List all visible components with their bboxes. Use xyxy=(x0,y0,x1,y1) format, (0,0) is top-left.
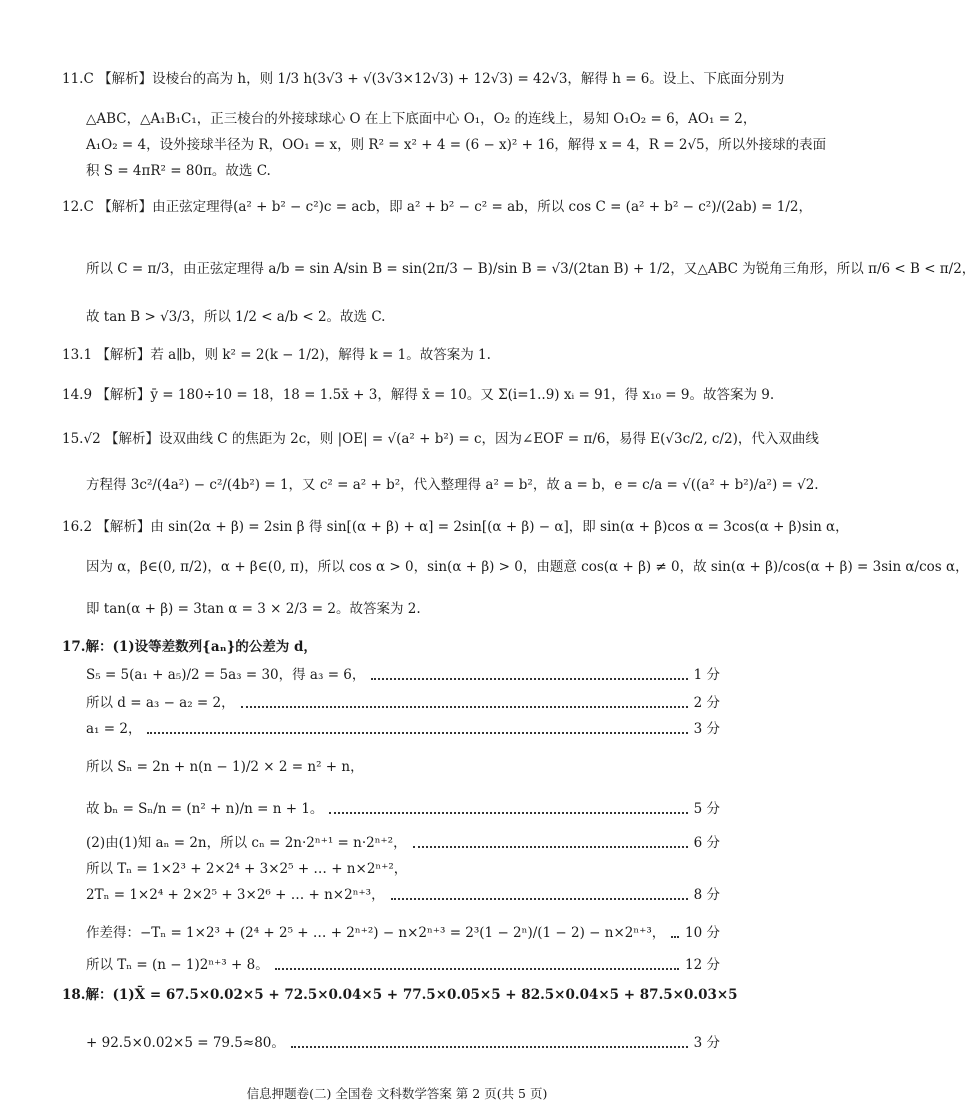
answer-line xyxy=(86,134,827,156)
line-text: 所以 Tₙ = (n − 1)2ⁿ⁺³ + 8。 xyxy=(86,957,269,973)
dot-leader xyxy=(329,812,687,814)
line-text: A₁O₂ = 4，设外接球半径为 R，OO₁ = x，则 R² = x² + 4 = (6 − x)² + 16，解得 x = 4，R = 2√5，所以外接球的表面 xyxy=(86,137,827,153)
answer-line xyxy=(86,598,720,620)
answer-line xyxy=(86,954,720,976)
answer-line xyxy=(62,516,849,538)
line-text: 11.C 【解析】设棱台的高为 h，则 1/3 h(3√3 + √(3√3×12√3) + 12√3) = 42√3，解得 h = 6。设上、下底面分别为 xyxy=(62,71,785,87)
answer-line xyxy=(62,984,738,1006)
line-text: S₅ = 5(a₁ + a₅)/2 = 5a₃ = 30，得 a₃ = 6， xyxy=(86,667,366,683)
answer-line xyxy=(86,1032,720,1054)
line-text: (2)由(1)知 aₙ = 2n，所以 cₙ = 2n·2ⁿ⁺¹ = n·2ⁿ⁺²， xyxy=(86,835,407,851)
line-text: 15.√2 【解析】设双曲线 C 的焦距为 2c，则 |OE| = √(a² + b²) = c，因为∠EOF = π/6，易得 E(√3c/2, c/2)，代入双曲线 xyxy=(62,431,819,447)
score-points: 12 分 xyxy=(685,957,720,973)
line-text: + 92.5×0.02×5 = 79.5≈80。 xyxy=(86,1035,285,1051)
score-points: 1 分 xyxy=(693,667,720,683)
line-text: 所以 Sₙ = 2n + n(n − 1)/2 × 2 = n² + n， xyxy=(86,759,364,775)
answer-line xyxy=(62,384,775,406)
line-text: 2Tₙ = 1×2⁴ + 2×2⁵ + 3×2⁶ + … + n×2ⁿ⁺³， xyxy=(86,887,385,903)
answer-line xyxy=(86,306,720,328)
dot-leader xyxy=(391,898,688,900)
dot-leader xyxy=(413,846,688,848)
answer-line xyxy=(86,258,975,280)
answer-line xyxy=(62,196,812,218)
answer-line xyxy=(62,636,720,658)
score-points: 5 分 xyxy=(693,801,720,817)
answer-line xyxy=(86,832,720,854)
score-points: 2 分 xyxy=(693,695,720,711)
line-text: 13.1 【解析】若 a∥b，则 k² = 2(k − 1/2)，解得 k = 1。故答案为 1. xyxy=(62,347,491,363)
line-text: 12.C 【解析】由正弦定理得(a² + b² − c²)c = acb，即 a² + b² − c² = ab，所以 cos C = (a² + b² − c²)/(2ab) = 1/2， xyxy=(62,199,812,215)
line-text: 17.解：(1)设等差数列{aₙ}的公差为 d， xyxy=(62,639,317,655)
line-text: 14.9 【解析】ȳ = 180÷10 = 18，18 = 1.5x̄ + 3，解得 x̄ = 10。又 Σ(i=1..9) xᵢ = 91，得 x₁₀ = 9。故答案为 9. xyxy=(62,387,775,403)
line-text: 作差得：−Tₙ = 1×2³ + (2⁴ + 2⁵ + … + 2ⁿ⁺²) − n×2ⁿ⁺³ = 2³(1 − 2ⁿ)/(1 − 2) − n×2ⁿ⁺³， xyxy=(86,925,666,941)
answer-line xyxy=(86,160,720,182)
answer-line xyxy=(86,556,969,578)
line-text: a₁ = 2， xyxy=(86,721,142,737)
answer-line xyxy=(86,718,720,740)
line-text: 16.2 【解析】由 sin(2α + β) = 2sin β 得 sin[(α + β) + α] = 2sin[(α + β) − α]，即 sin(α + β)cos α = 3cos(α + β)sin α， xyxy=(62,519,849,535)
dot-leader xyxy=(371,678,687,680)
answer-line xyxy=(86,108,757,130)
line-text: 方程得 3c²/(4a²) − c²/(4b²) = 1，又 c² = a² + b²，代入整理得 a² = b²，故 a = b，e = c/a = √((a² + b²)/a²) = √2. xyxy=(86,477,819,493)
answer-line xyxy=(86,884,720,906)
page-footer: 信息押题卷(二) 全国卷 文科数学答案 第 2 页(共 5 页) xyxy=(246,1086,548,1101)
score-points: 6 分 xyxy=(693,835,720,851)
line-text: 所以 d = a₃ − a₂ = 2， xyxy=(86,695,235,711)
line-text: 积 S = 4πR² = 80π。故选 C. xyxy=(86,163,271,179)
answer-line xyxy=(86,756,720,778)
answer-line xyxy=(86,858,720,880)
score-points: 3 分 xyxy=(693,1035,720,1051)
line-text: 故 bₙ = Sₙ/n = (n² + n)/n = n + 1。 xyxy=(86,801,324,817)
score-points: 3 分 xyxy=(693,721,720,737)
answer-line xyxy=(86,664,720,686)
answer-line xyxy=(86,922,720,944)
line-text: 18.解：(1)X̄ = 67.5×0.02×5 + 72.5×0.04×5 + 77.5×0.05×5 + 82.5×0.04×5 + 87.5×0.03×5 xyxy=(62,987,738,1003)
dot-leader xyxy=(147,732,687,734)
line-text: 所以 C = π/3，由正弦定理得 a/b = sin A/sin B = sin(2π/3 − B)/sin B = √3/(2tan B) + 1/2，又△ABC 为锐角三角形，所以 π/6 < B < π/2， xyxy=(86,261,975,277)
answer-line xyxy=(62,344,720,366)
score-points: 10 分 xyxy=(685,925,720,941)
line-text: △ABC，△A₁B₁C₁，正三棱台的外接球球心 O 在上下底面中心 O₁，O₂ 的连线上，易知 O₁O₂ = 6，AO₁ = 2， xyxy=(86,111,757,127)
answer-line xyxy=(86,692,720,714)
line-text: 所以 Tₙ = 1×2³ + 2×2⁴ + 3×2⁵ + … + n×2ⁿ⁺²， xyxy=(86,861,408,877)
dot-leader xyxy=(275,968,679,970)
answer-line xyxy=(62,428,819,450)
line-text: 因为 α，β∈(0, π/2)，α + β∈(0, π)，所以 cos α > 0，sin(α + β) > 0，由题意 cos(α + β) ≠ 0，故 sin(α + β)/cos(α + β) = 3sin α/cos α， xyxy=(86,559,969,575)
answer-line xyxy=(62,68,785,90)
answer-line xyxy=(86,798,720,820)
line-text: 故 tan B > √3/3，所以 1/2 < a/b < 2。故选 C. xyxy=(86,309,386,325)
score-points: 8 分 xyxy=(693,887,720,903)
line-text: 即 tan(α + β) = 3tan α = 3 × 2/3 = 2。故答案为 2. xyxy=(86,601,421,617)
dot-leader xyxy=(241,706,688,708)
dot-leader xyxy=(291,1046,688,1048)
answer-line xyxy=(86,474,819,496)
dot-leader xyxy=(671,936,679,938)
